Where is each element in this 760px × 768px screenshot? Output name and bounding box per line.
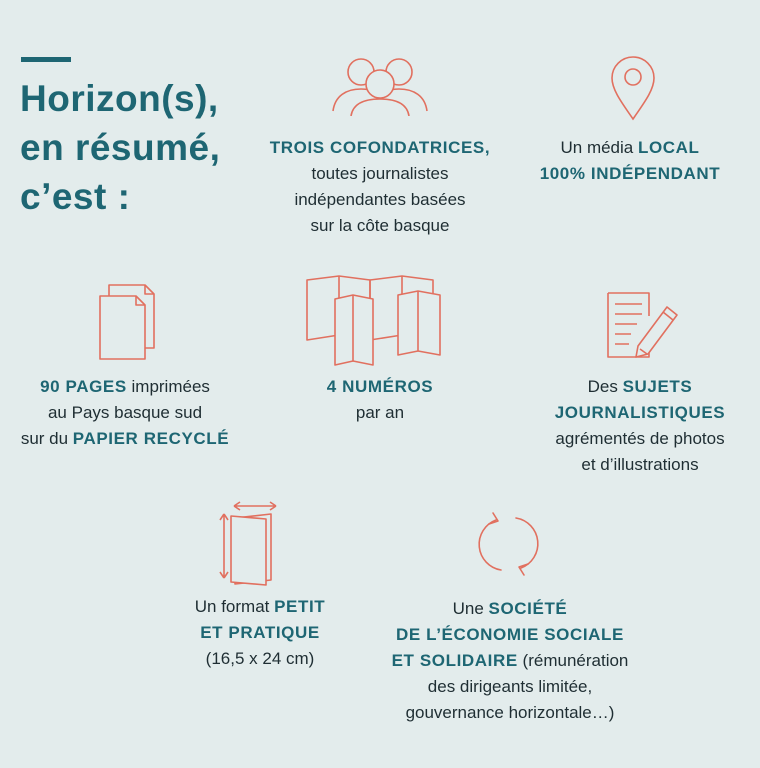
highlight-text: TROIS COFONDATRICES,	[269, 138, 491, 157]
issues-text	[290, 374, 470, 426]
format-text	[160, 594, 360, 672]
title-line: en résumé,	[20, 127, 221, 168]
text-line	[160, 594, 360, 620]
pages-icon	[99, 284, 157, 360]
cycle-arrows-icon	[477, 510, 541, 578]
highlight-text: LOCAL	[637, 138, 700, 157]
body-text: Un média	[560, 138, 638, 157]
highlight-text: 4 NUMÉROS	[326, 377, 434, 396]
highlight-text: SOCIÉTÉ	[488, 599, 568, 618]
title-accent-bar	[21, 57, 71, 62]
magazines-icon	[306, 275, 442, 367]
body-text: (rémunération	[517, 651, 629, 670]
highlight-text: ET PRATIQUE	[200, 623, 320, 642]
body-text: au Pays basque sud	[47, 403, 203, 422]
body-text: sur la côte basque	[310, 216, 450, 235]
text-line	[10, 400, 240, 426]
text-line	[10, 426, 240, 452]
text-line	[255, 161, 505, 187]
people-icon	[330, 54, 430, 116]
text-line	[370, 596, 650, 622]
text-line	[520, 161, 740, 187]
body-text: par an	[355, 403, 405, 422]
text-line	[370, 700, 650, 726]
text-line	[10, 374, 240, 400]
text-line	[370, 674, 650, 700]
text-line	[520, 452, 760, 478]
title-line: c’est :	[20, 176, 131, 217]
body-text: gouvernance horizontale…)	[405, 703, 615, 722]
highlight-text: ET SOLIDAIRE	[391, 651, 518, 670]
body-text: indépendantes basées	[294, 190, 466, 209]
document-pencil-icon	[607, 290, 681, 360]
text-line	[290, 400, 470, 426]
body-text: agrémentés de photos	[555, 429, 725, 448]
body-text: (16,5 x 24 cm)	[205, 649, 315, 668]
body-text: Des	[587, 377, 623, 396]
text-line	[160, 620, 360, 646]
body-text: des dirigeants limitée,	[427, 677, 593, 696]
body-text: Un format	[194, 597, 275, 616]
text-line	[520, 426, 760, 452]
text-line	[160, 646, 360, 672]
text-line	[370, 648, 650, 674]
body-text: toutes journalistes	[311, 164, 449, 183]
text-line	[520, 400, 760, 426]
highlight-text: PAPIER RECYCLÉ	[72, 429, 230, 448]
highlight-text: JOURNALISTIQUES	[554, 403, 726, 422]
body-text: Une	[452, 599, 489, 618]
local-media-text	[520, 135, 740, 187]
text-line	[290, 374, 470, 400]
highlight-text: 100% INDÉPENDANT	[539, 164, 721, 183]
text-line	[520, 374, 760, 400]
pages-text	[10, 374, 240, 452]
text-line	[255, 135, 505, 161]
body-text: et d’illustrations	[581, 455, 699, 474]
highlight-text: PETIT	[274, 597, 326, 616]
subjects-text	[520, 374, 760, 478]
location-pin-icon	[609, 55, 657, 121]
highlight-text: 90 PAGES	[40, 377, 127, 396]
text-line	[255, 213, 505, 239]
booklet-size-icon	[216, 498, 282, 588]
page-title	[20, 74, 220, 221]
text-line	[255, 187, 505, 213]
text-line	[520, 135, 740, 161]
text-line	[370, 622, 650, 648]
ess-text	[370, 596, 650, 726]
title-line: Horizon(s),	[20, 78, 219, 119]
cofounders-text	[255, 135, 505, 239]
highlight-text: SUJETS	[622, 377, 693, 396]
body-text: sur du	[20, 429, 73, 448]
highlight-text: DE L’ÉCONOMIE SOCIALE	[396, 625, 624, 644]
body-text: imprimées	[126, 377, 210, 396]
